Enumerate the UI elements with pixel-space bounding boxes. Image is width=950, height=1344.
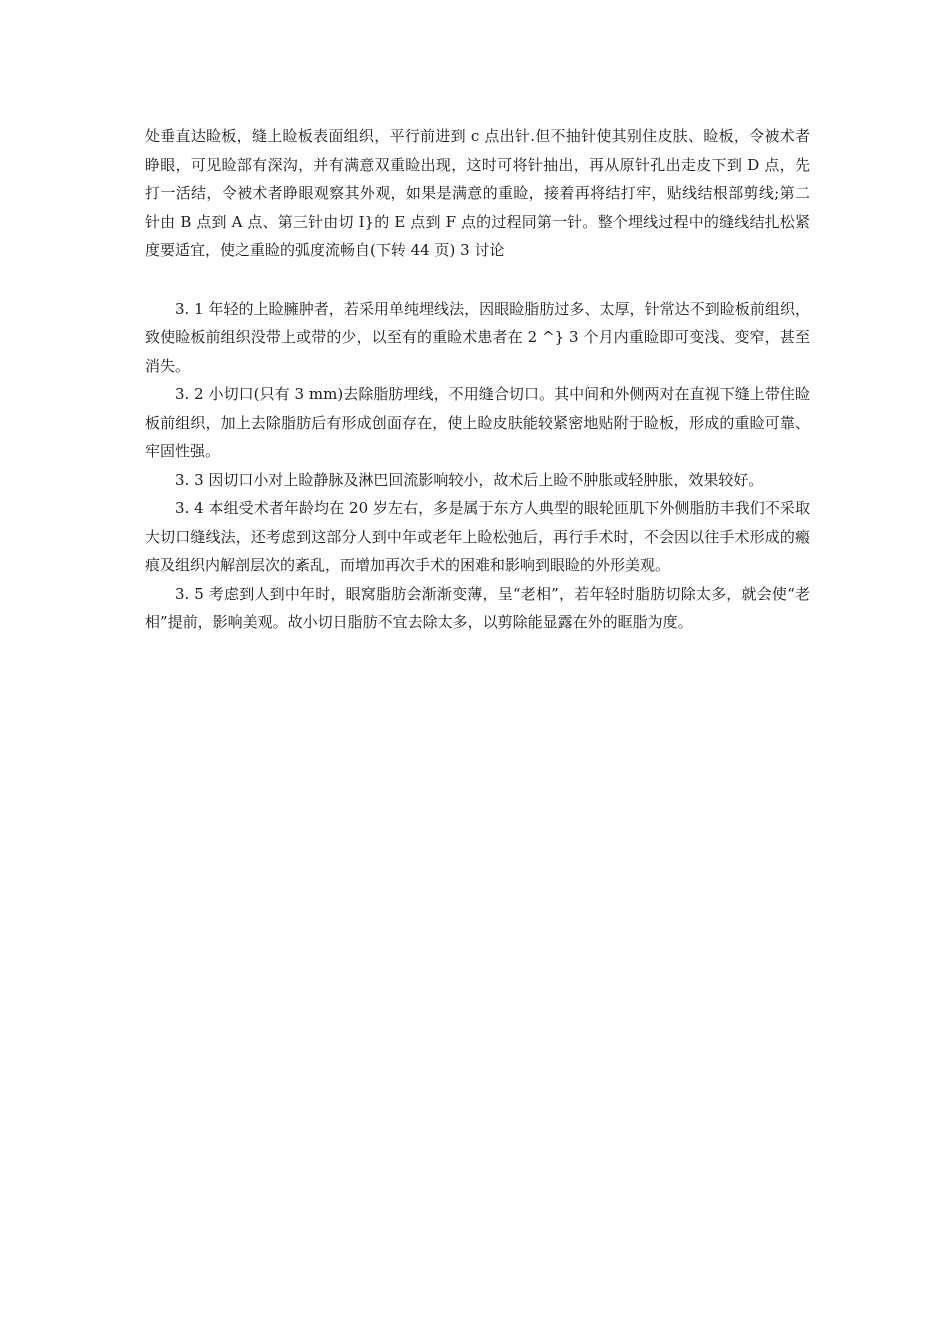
paragraph-discussion-3-1: 3. 1 年轻的上睑臃肿者，若采用单纯埋线法，因眼睑脂肪过多、太厚，针常达不到睑板前组织，致使睑板前组织没带上或带的少，以至有的重睑术患者在 2 ^} 3 个月内重睑即可变浅、变窄，甚至消失。 xyxy=(145,299,810,375)
document-body xyxy=(145,122,810,637)
paragraph-discussion-3-4: 3. 4 本组受术者年龄均在 20 岁左右，多是属于东方人典型的眼轮匝肌下外侧脂肪丰我们不采取大切口缝线法，还考虑到这部分人到中年或老年上睑松弛后，再行手术时，不会因以往手术形成的瘢痕及组织内解剖层次的紊乱，而增加再次手术的困难和影响到眼睑的外形美观。 xyxy=(145,499,810,574)
paragraph-discussion-3-5: 3. 5 考虑到人到中年时，眼窝脂肪会渐渐变薄，呈“老相”，若年轻时脂肪切除太多，就会使“老相”提前，影响美观。故小切日脂肪不宜去除太多，以剪除能显露在外的眶脂为度。 xyxy=(145,584,810,631)
paragraph-discussion-3-3: 3. 3 因切口小对上睑静脉及淋巴回流影响较小，故术后上睑不肿胀或轻肿胀，效果较好。 xyxy=(175,470,764,489)
paragraph-continued-procedure: 处垂直达睑板，缝上睑板表面组织，平行前进到 c 点出针.但不抽针使其别住皮肤、睑板，令被术者睁眼，可见睑部有深沟，并有满意双重睑出现，这时可将针抽出，再从原针孔出走皮下到 D 点，先打一活结，令被术者睁眼观察其外观，如果是满意的重睑，接着再将结打牢，贴线结根部剪线;第二针由 B 点到 A 点、第三针由切 I}的 E 点到 F 点的过程同第一针。整个埋线过程中的缝线结扎松紧度要适宜，使之重睑的弧度流畅自(下转 44 页) 3 讨论 xyxy=(145,127,810,259)
paragraph-discussion-3-2: 3. 2 小切口(只有 3 mm)去除脂肪埋线，不用缝合切口。其中间和外侧两对在直视下缝上带住睑板前组织，加上去除脂肪后有形成创面存在，使上睑皮肤能较紧密地贴附于睑板，形成的重睑可靠、牢固性强。 xyxy=(145,385,810,460)
